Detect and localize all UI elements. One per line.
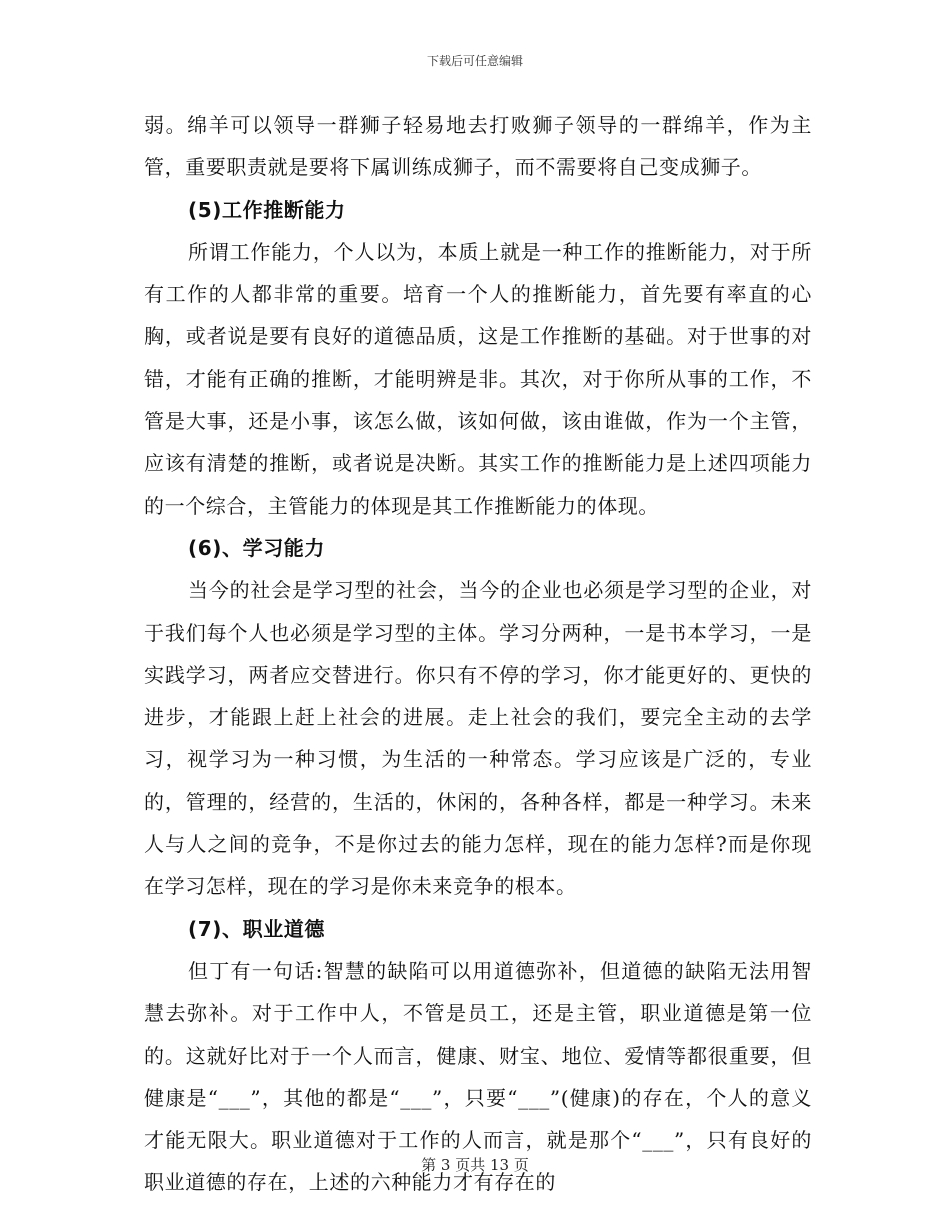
section-heading-5: (5)工作推断能力 [188,197,346,222]
paragraph-continued: 弱。绵羊可以领导一群狮子轻易地去打败狮子领导的一群绵羊，作为主管，重要职责就是要将下属训练成狮子，而不需要将自己变成狮子。 [144,113,812,180]
page-header: 下载后可任意编辑 [426,54,523,68]
paragraph-ethics: 但丁有一句话:智慧的缺陷可以用道德弥补，但道德的缺陷无法用智慧去弥补。对于工作中人，不管是员工，还是主管，职业道德是第一位的。这就好比对于一个人而言，健康、财宝、地位、爱情等都很重要，但健康是“___”，其他的都是“___”，只要“___”(健康)的存在，个人的意义才能无限大。职业道德对于工作的人而言，就是那个“___”，只有良好的职业道德的存在，上述的六种能力才有存在的 [144,958,812,1195]
section-heading-6: (6)、学习能力 [188,535,325,560]
section-heading-7: (7)、职业道德 [188,916,325,941]
paragraph-learning: 当今的社会是学习型的社会，当今的企业也必须是学习型的企业，对于我们每个人也必须是学习型的主体。学习分两种，一是书本学习，一是实践学习，两者应交替进行。你只有不停的学习，你才能更好的、更快的进步，才能跟上赶上社会的进展。走上社会的我们，要完全主动的去学习，视学习为一种习惯，为生活的一种常态。学习应该是广泛的，专业的，管理的，经营的，生活的，休闲的，各种各样，都是一种学习。未来人与人之间的竞争，不是你过去的能力怎样，现在的能力怎样?而是你现在学习怎样，现在的学习是你未来竞争的根本。 [144,578,812,899]
paragraph-work-judgment: 所谓工作能力，个人以为，本质上就是一种工作的推断能力，对于所有工作的人都非常的重要。培育一个人的推断能力，首先要有率直的心胸，或者说是要有良好的道德品质，这是工作推断的基础。对于世事的对错，才能有正确的推断，才能明辨是非。其次，对于你所从事的工作，不管是大事，还是小事，该怎么做，该如何做，该由谁做，作为一个主管，应该有清楚的推断，或者说是决断。其实工作的推断能力是上述四项能力的一个综合，主管能力的体现是其工作推断能力的体现。 [144,239,812,518]
page-footer: 第 3 页共 13 页 [421,1156,529,1174]
document-body [144,104,812,1204]
